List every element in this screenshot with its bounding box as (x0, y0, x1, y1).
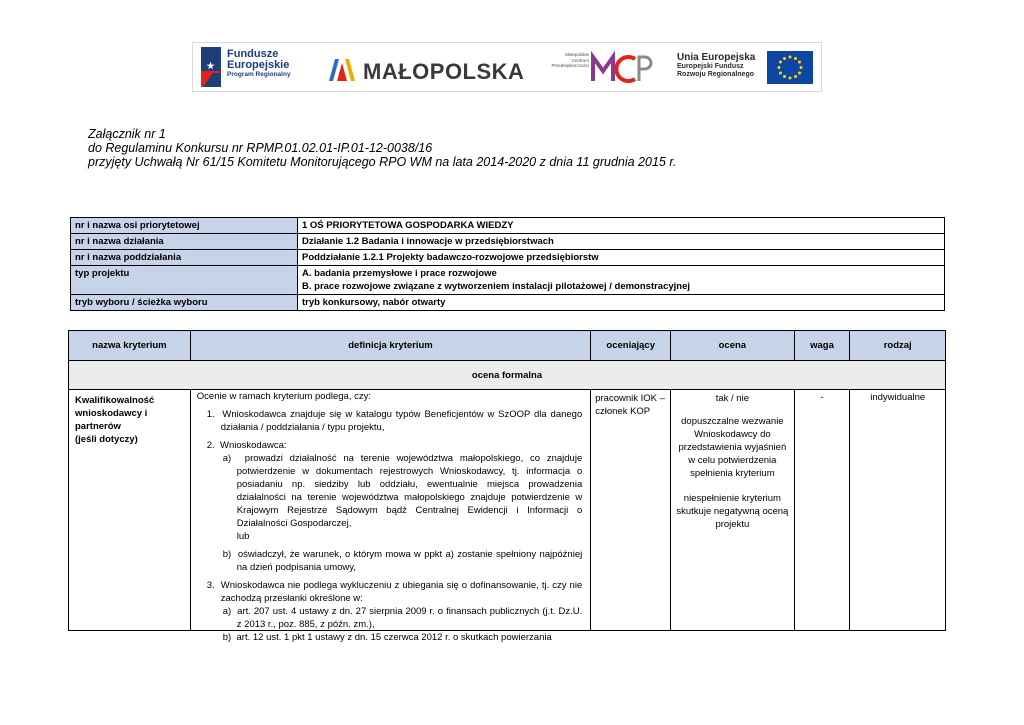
mcp-caption: Małopolskie Centrum Przedsiębiorczości (551, 52, 589, 68)
definition-point-2b: b) oświadczył, że warunek, o którym mowa w ppkt a) zostanie spełniony najpóźniej na dzień podpisania umowy, (222, 549, 583, 573)
definition-point-3b: b) art. 12 ust. 1 pkt 1 ustawy z dn. 15 czerwca 2012 r. o skutkach powierzania (222, 632, 552, 643)
evaluation-note-failure: niespełnienie kryterium skutkuje negatywną oceną projektu (676, 493, 789, 530)
column-header-name: nazwa kryterium (69, 331, 191, 361)
section-title: ocena formalna (69, 361, 946, 390)
evaluation-result: tak / nie (715, 393, 749, 404)
criteria-table (68, 330, 946, 643)
column-header-definition: definicja kryterium (190, 331, 590, 361)
malopolska-wordmark: MAŁOPOLSKA (363, 59, 525, 84)
weight-cell: - (794, 390, 850, 631)
column-header-evaluator: oceniający (591, 331, 671, 361)
table-row (71, 234, 945, 250)
malopolska-logo-icon (327, 55, 357, 83)
info-value: Poddziałanie 1.2.1 Projekty badawczo-rozwojowe przedsiębiorstw (298, 250, 945, 266)
unia-europejska-wordmark: Unia Europejska Europejski Fundusz Rozwoju Regionalnego (677, 52, 756, 78)
definition-point-2: 2. Wnioskodawca: (206, 440, 287, 451)
project-type-b: B. prace rozwojowe związane z wytworzeniem instalacji pilotażowej / demonstracyjnej (302, 281, 691, 292)
info-value (298, 266, 945, 295)
kind-cell: indywidualne (850, 390, 946, 631)
project-info-table (70, 217, 945, 311)
column-header-weight: waga (794, 331, 850, 361)
definition-point-3a: a) art. 207 ust. 4 ustawy z dn. 27 sierpnia 2009 r. o finansach publicznych (j.t. Dz.U. z 2013 r., poz. 885, z późn. zm.), (222, 606, 583, 630)
info-value: Działanie 1.2 Badania i innowacje w przedsiębiorstwach (298, 234, 945, 250)
criterion-definition (190, 390, 590, 643)
table-row (71, 295, 945, 311)
info-label: nr i nazwa poddziałania (71, 250, 298, 266)
info-label: tryb wyboru / ścieżka wyboru (71, 295, 298, 311)
table-row (71, 218, 945, 234)
column-header-kind: rodzaj (850, 331, 946, 361)
attachment-title: Załącznik nr 1 (88, 127, 166, 141)
criterion-name: Kwalifikowalność wnioskodawcy i partnerów (jeśli dotyczy) (69, 390, 191, 631)
fundusze-europejskie-logo-icon (201, 47, 221, 87)
table-row (69, 390, 946, 631)
attachment-header (88, 127, 677, 169)
definition-point-1: 1. Wnioskodawca znajduje się w katalogu typów Beneficjentów w SzOOP dla danego działania / poddziałania / typu projektu, (206, 409, 583, 433)
evaluation-cell (671, 390, 794, 631)
definition-point-3: 3. Wnioskodawca nie podlega wykluczeniu z ubiegania się o dofinansowanie, tj. czy nie zachodzą przesłanki określone w: (206, 580, 583, 604)
section-row (69, 361, 946, 390)
attachment-resolution: przyjęty Uchwałą Nr 61/15 Komitetu Monitorującego RPO WM na lata 2014-2020 z dnia 11 grudnia 2015 r. (88, 155, 677, 169)
table-header-row (69, 331, 946, 361)
definition-point-2a: a) prowadzi działalność na terenie województwa małopolskiego, co znajduje potwierdzenie w dokumentach rejestrowych Wnioskodawcy, tj. informacja o posiadaniu np. siedziby lub oddziału, ewentualnie miejsca prowadzenia działalności na terenie województwa małopolskiego znajduje potwierdzenie w Krajowym Rejestrze Sądowym bądź Centralnej Ewidencji i Informacji o Działalności Gospodarczej, (222, 453, 583, 529)
info-label: typ projektu (71, 266, 298, 295)
info-value: 1 OŚ PRIORYTETOWA GOSPODARKA WIEDZY (298, 218, 945, 234)
definition-or: lub (236, 531, 250, 542)
column-header-evaluation: ocena (671, 331, 794, 361)
evaluator-cell: pracownik IOK – członek KOP (591, 390, 671, 631)
fundusze-europejskie-wordmark: Fundusze Europejskie Program Regionalny (227, 48, 291, 78)
logo-strip (192, 42, 822, 92)
project-type-a: A. badania przemysłowe i prace rozwojowe (302, 268, 497, 279)
info-value: tryb konkursowy, nabór otwarty (298, 295, 945, 311)
info-label: nr i nazwa osi priorytetowej (71, 218, 298, 234)
attachment-regulation: do Regulaminu Konkursu nr RPMP.01.02.01-IP.01-12-0038/16 (88, 141, 433, 155)
table-row (71, 266, 945, 295)
info-label: nr i nazwa działania (71, 234, 298, 250)
table-row (71, 250, 945, 266)
evaluation-note-clarification: dopuszczalne wezwanie Wnioskodawcy do przedstawienia wyjaśnień w celu potwierdzenia spełnienia kryterium (678, 416, 787, 479)
mcp-logo-icon (591, 51, 653, 85)
definition-intro: Ocenie w ramach kryterium podlega, czy: (196, 391, 371, 402)
eu-flag-icon (767, 51, 813, 84)
